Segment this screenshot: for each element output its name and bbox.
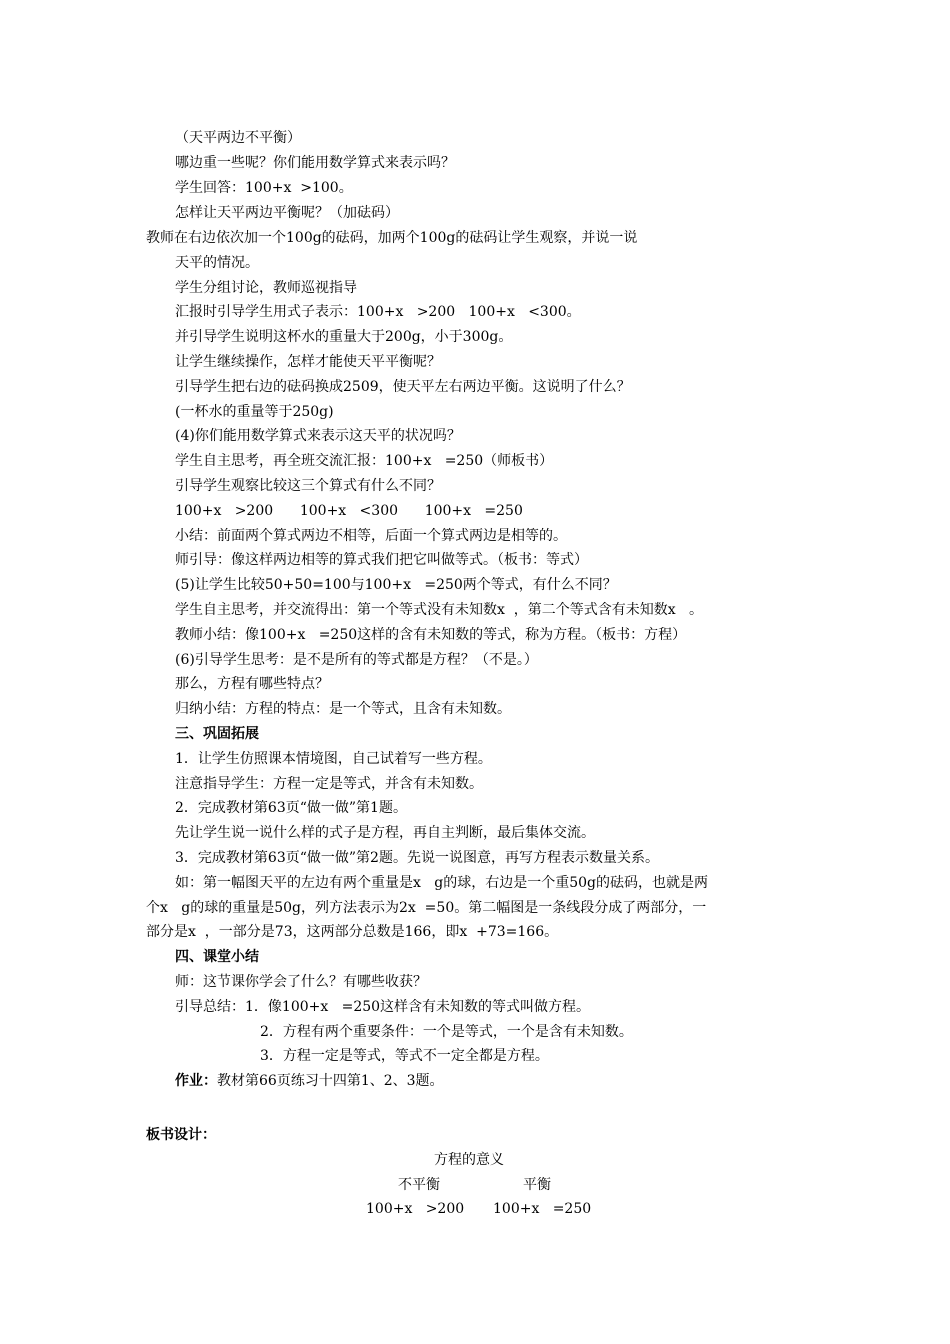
board-balanced-label: 平衡 [523, 1177, 551, 1193]
text-line: 那么，方程有哪些特点？ [175, 676, 329, 692]
text-line: (5)让学生比较50+50=100与100+x =250两个等式，有什么不同？ [175, 577, 617, 593]
text-line: (6)引导学生思考：是不是所有的等式都是方程？（不是。） [175, 652, 538, 668]
text-line: 怎样让天平两边平衡呢？（加砝码） [175, 205, 399, 221]
text-line: 让学生继续操作，怎样才能使天平平衡呢？ [175, 354, 441, 370]
text-line: 先让学生说一说什么样的式子是方程，再自主判断，最后集体交流。 [175, 825, 595, 841]
homework-label: 作业： [175, 1073, 217, 1089]
text-line: 归纳小结：方程的特点：是一个等式，且含有未知数。 [175, 701, 511, 717]
text-line: 师：这节课你学会了什么？有哪些收获？ [175, 974, 427, 990]
board-title: 方程的意义 [434, 1152, 504, 1168]
text-line: 学生分组讨论，教师巡视指导 [175, 280, 357, 296]
text-line: (一杯水的重量等于250g) [175, 404, 334, 420]
text-line: 3．完成教材第63页“做一做”第2题。先说一说图意，再写方程表示数量关系。 [175, 850, 659, 866]
text-line: 2．完成教材第63页“做一做”第1题。 [175, 800, 407, 816]
text-line: 2．方程有两个重要条件：一个是等式，一个是含有未知数。 [260, 1024, 633, 1040]
text-line: 教师小结：像100+x =250这样的含有未知数的等式，称为方程。（板书：方程） [175, 627, 687, 643]
text-line: 100+x >200 100+x <300 100+x =250 [175, 503, 523, 519]
text-line: 小结：前面两个算式两边不相等，后面一个算式两边是相等的。 [175, 528, 567, 544]
text-line: (4)你们能用数学算式来表示这天平的状况吗？ [175, 428, 461, 444]
board-design-heading: 板书设计： [146, 1127, 216, 1143]
text-line: 引导学生把右边的砝码换成2509，使天平左右两边平衡。这说明了什么？ [175, 379, 631, 395]
text-line: 并引导学生说明这杯水的重量大于200g，小于300g。 [175, 329, 513, 345]
board-equation: 100+x =250 [493, 1201, 592, 1217]
text-line: 部分是x ，一部分是73，这两部分总数是166，即x +73=166。 [146, 924, 559, 940]
board-inequality: 100+x >200 [366, 1201, 465, 1217]
section-heading: 四、课堂小结 [175, 949, 259, 965]
text-line: 如：第一幅图天平的左边有两个重量是x g的球，右边是一个重50g的砝码，也就是两 [175, 875, 708, 891]
text-line: 3．方程一定是等式，等式不一定全都是方程。 [260, 1048, 549, 1064]
text-line: 学生自主思考，并交流得出：第一个等式没有未知数x ，第二个等式含有未知数x 。 [175, 602, 704, 618]
text-line: 个x g的球的重量是50g，列方法表示为2x =50。第二幅图是一条线段分成了两部分，一 [146, 900, 707, 916]
text-line: 学生回答：100+x >100。 [175, 180, 353, 196]
text-line: 注意指导学生：方程一定是等式，并含有未知数。 [175, 776, 483, 792]
text-line: 1．让学生仿照课本情境图，自己试着写一些方程。 [175, 751, 492, 767]
text-line: 哪边重一些呢？你们能用数学算式来表示吗？ [175, 155, 455, 171]
board-unbalanced-label: 不平衡 [398, 1177, 440, 1193]
homework-line [175, 1071, 444, 1091]
text-line: 学生自主思考，再全班交流汇报：100+x =250（师板书） [175, 453, 554, 469]
homework-text: 教材第66页练习十四第1、2、3题。 [217, 1073, 444, 1089]
text-line: （天平两边不平衡） [175, 130, 301, 146]
text-line: 汇报时引导学生用式子表示：100+x >200 100+x <300。 [175, 304, 581, 320]
text-line: 教师在右边依次加一个100g的砝码，加两个100g的砝码让学生观察，并说一说 [146, 230, 638, 246]
text-line: 引导总结：1．像100+x =250这样含有未知数的等式叫做方程。 [175, 999, 591, 1015]
section-heading: 三、巩固拓展 [175, 726, 259, 742]
text-line: 引导学生观察比较这三个算式有什么不同？ [175, 478, 441, 494]
text-line: 师引导：像这样两边相等的算式我们把它叫做等式。（板书：等式） [175, 552, 588, 568]
text-line: 天平的情况。 [175, 255, 259, 271]
